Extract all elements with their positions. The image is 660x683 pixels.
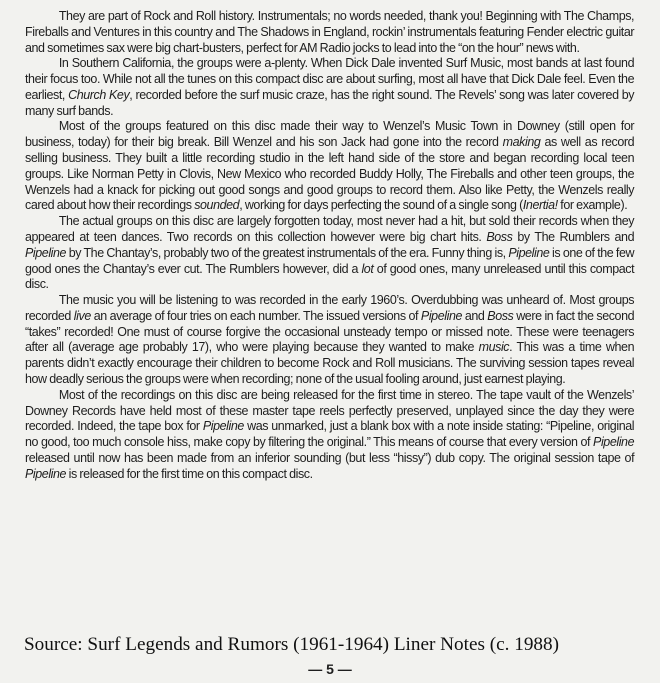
italic-title: Church Key bbox=[68, 86, 130, 102]
italic-title: making bbox=[502, 134, 541, 150]
italic-title: Inertia! bbox=[522, 197, 558, 213]
page-number: — 5 — bbox=[308, 661, 352, 677]
text-run: as well as record selling business. They built a little recording studio in the left hand side of the store and began recording local teen groups. Like Norman Petty in Clovis, New Mexico who recorded Buddy Holly, The Fireballs and other teen groups, the Wenzels had a knack for picking out good songs and good groups to record them. Also like Petty, the Wenzels really cared about how their recordings bbox=[25, 134, 635, 213]
italic-title: Pipeline bbox=[508, 244, 550, 260]
text-run: for example). bbox=[557, 197, 628, 213]
italic-title: Pipeline bbox=[25, 244, 67, 260]
text-run: is one of the few good ones the Chantay’s ever cut. The Rumblers however, did a bbox=[25, 244, 635, 276]
text-run: released until now has been made from an inferior sounding (but less “hissy”) dub copy. The original session tape of bbox=[25, 449, 635, 465]
text-run: In Southern California, the groups were a-plenty. When Dick Dale invented Surf Music, most bands at last found their focus too. While not all the tunes on this compact disc are about surfing, most all have that Dick Dale feel. Even the earliest, bbox=[25, 55, 635, 102]
text-run: , recorded before the surf music craze, has the right sound. The Revels’ song was later covered by many surf bands. bbox=[25, 86, 635, 118]
text-run: is released for the first time on this compact disc. bbox=[66, 465, 313, 481]
paragraph bbox=[25, 213, 634, 292]
text-run: by The Chantay’s, probably two of the greatest instrumentals of the era. Funny thing is, bbox=[66, 244, 509, 260]
italic-title: Pipeline bbox=[202, 418, 244, 434]
text-run: of good ones, many unreleased until this compact disc. bbox=[25, 260, 635, 292]
text-run: were in fact the second “takes” recorded! One must of course forgive the occasional unsteady tempo or missed note. These were teenagers after all (average age probably 17), who were playing because they wanted to make bbox=[25, 307, 635, 355]
text-run: The music you will be listening to was recorded in the early 1960’s. Overdubbing was unheard of. Most groups recorded bbox=[25, 292, 635, 323]
italic-title: Boss bbox=[487, 307, 514, 323]
italic-title: sounded bbox=[194, 197, 240, 213]
source-caption: Source: Surf Legends and Rumors (1961-1964) Liner Notes (c. 1988) bbox=[24, 634, 560, 655]
text-run: was unmarked, just a blank box with a note inside stating: “Pipeline, original no good, too much console hiss, make copy by filtering the original.” This means of course that every version of bbox=[25, 418, 635, 450]
italic-title: Pipeline bbox=[593, 434, 635, 450]
text-run: by The Rumblers and bbox=[512, 228, 635, 244]
text-run: They are part of Rock and Roll history. Instrumentals; no words needed, thank you! Beginning with The Champs, Fireballs and Ventures in this country and The Shadows in England, rockin’ instrumentals featuring Fender electric guitar and sometimes sax were big chart-busters, perfect for AM Radio jocks to lead into the “on the hour” news with. bbox=[25, 8, 635, 55]
text-run: and bbox=[462, 307, 488, 323]
text-run: , working for days perfecting the sound of a single song ( bbox=[239, 197, 523, 213]
italic-title: music bbox=[478, 339, 510, 355]
paragraph bbox=[25, 8, 634, 55]
paragraph bbox=[25, 55, 634, 118]
italic-title: lot bbox=[361, 260, 374, 276]
italic-title: Pipeline bbox=[420, 307, 463, 323]
italic-title: Boss bbox=[486, 228, 513, 244]
text-run: The actual groups on this disc are largely forgotten today, most never had a hit, but sold their records when they appeared at teen dances. Two records on this collection however were big chart hits. bbox=[25, 213, 635, 244]
paragraph bbox=[25, 118, 634, 213]
paragraph bbox=[25, 387, 634, 482]
text-run: Most of the groups featured on this disc made their way to Wenzel’s Music Town in Downey (still open for business, today) for their big break. Bill Wenzel and his son Jack had gone into the record bbox=[25, 118, 635, 150]
liner-notes-body bbox=[25, 8, 634, 481]
text-run: an average of four tries on each number. The issued versions of bbox=[90, 307, 421, 323]
text-run: Most of the recordings on this disc are being released for the first time in stereo. The tape vault of the Wenzels’ Downey Records have held most of these master tape reels perfectly preserved, unplayed since the day they were recorded. Indeed, the tape box for bbox=[25, 386, 635, 434]
italic-title: live bbox=[73, 307, 91, 323]
italic-title: Pipeline bbox=[25, 465, 67, 481]
text-run: . This was a time when parents didn’t exactly encourage their children to become Rock and Roll musicians. The surviving session tapes reveal how deadly serious the groups were when recording; none of the usual fooling around, just earnest playing. bbox=[25, 339, 635, 386]
paragraph bbox=[25, 292, 634, 387]
